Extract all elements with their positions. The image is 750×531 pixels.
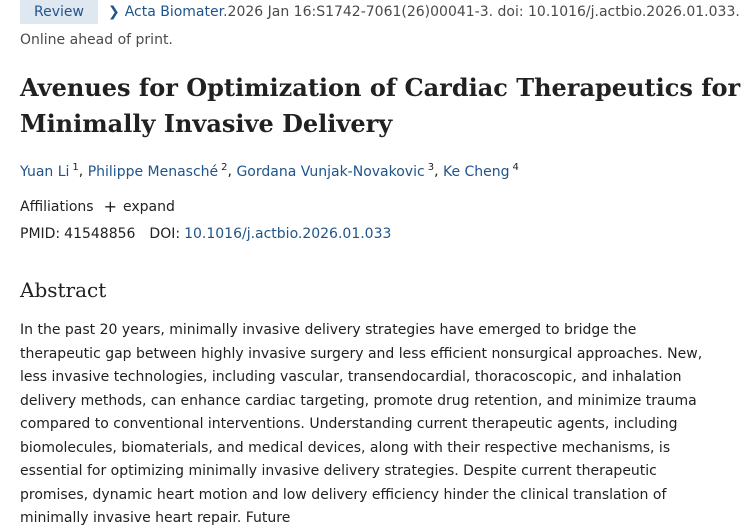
affiliation-ref[interactable]: 4 (512, 162, 519, 173)
abstract-heading: Abstract (20, 278, 107, 302)
pmid-value: 41548856 (64, 226, 136, 242)
author-name: Ke Cheng (442, 163, 510, 180)
affiliation-ref[interactable]: 3 (427, 162, 435, 173)
expand-label: expand (123, 199, 175, 215)
author-link[interactable] (236, 164, 434, 180)
article-title: Avenues for Optimization of Cardiac Therapeutics for Minimally Invasive Delivery (20, 73, 741, 138)
citation-row (20, 0, 740, 24)
affiliations-row (20, 199, 175, 215)
citation-details: 2026 Jan 16:S1742-7061(26)00041-3. doi: 10.1016/j.actbio.2026.01.033. (227, 4, 740, 20)
author-separator: , (434, 163, 443, 180)
doi-link[interactable]: 10.1016/j.actbio.2026.01.033 (184, 226, 392, 242)
author-separator: , (227, 163, 237, 180)
identifiers-row (20, 226, 391, 242)
plus-icon: + (103, 197, 117, 216)
expand-affiliations-button[interactable] (104, 199, 175, 215)
author-separator: , (78, 163, 88, 180)
publication-status: Online ahead of print. (20, 32, 173, 48)
affiliations-label: Affiliations (20, 199, 94, 215)
author-link[interactable] (88, 164, 228, 180)
author-link[interactable] (443, 164, 519, 180)
doi-label: DOI: (149, 226, 181, 242)
article-type-badge: Review (20, 0, 98, 24)
author-name: Philippe Menasché (87, 163, 219, 180)
pmid-label: PMID: (20, 226, 61, 242)
author-name: Gordana Vunjak-Novakovic (236, 163, 425, 180)
affiliation-ref[interactable]: 1 (72, 162, 79, 173)
author-list (20, 162, 519, 180)
abstract-text: In the past 20 years, minimally invasive delivery strategies have emerged to bridge the therapeutic gap between highly invasive surgery and less efficient nonsurgical approaches. New, less invasive technologies, including vascular, transendocardial, thoracoscopic, and inhalation delivery methods, can enhance cardiac targeting, promote drug retention, and minimize trauma compared to conventional interventions. Understanding current therapeutic agents, including biomolecules, biomaterials, and medical devices, along with their respective mechanisms, is essential for optimizing minimally invasive delivery strategies. Despite current therapeutic promises, dynamic heart motion and low delivery efficiency hinder the clinical translation of minimally invasive heart repair. Future (20, 322, 703, 526)
journal-name: Acta Biomater. (124, 4, 228, 20)
journal-link[interactable] (108, 4, 228, 20)
affiliation-ref[interactable]: 2 (221, 162, 228, 173)
author-name: Yuan Li (20, 163, 70, 180)
author-link[interactable] (20, 164, 79, 180)
chevron-right-icon: ❯ (107, 4, 120, 20)
